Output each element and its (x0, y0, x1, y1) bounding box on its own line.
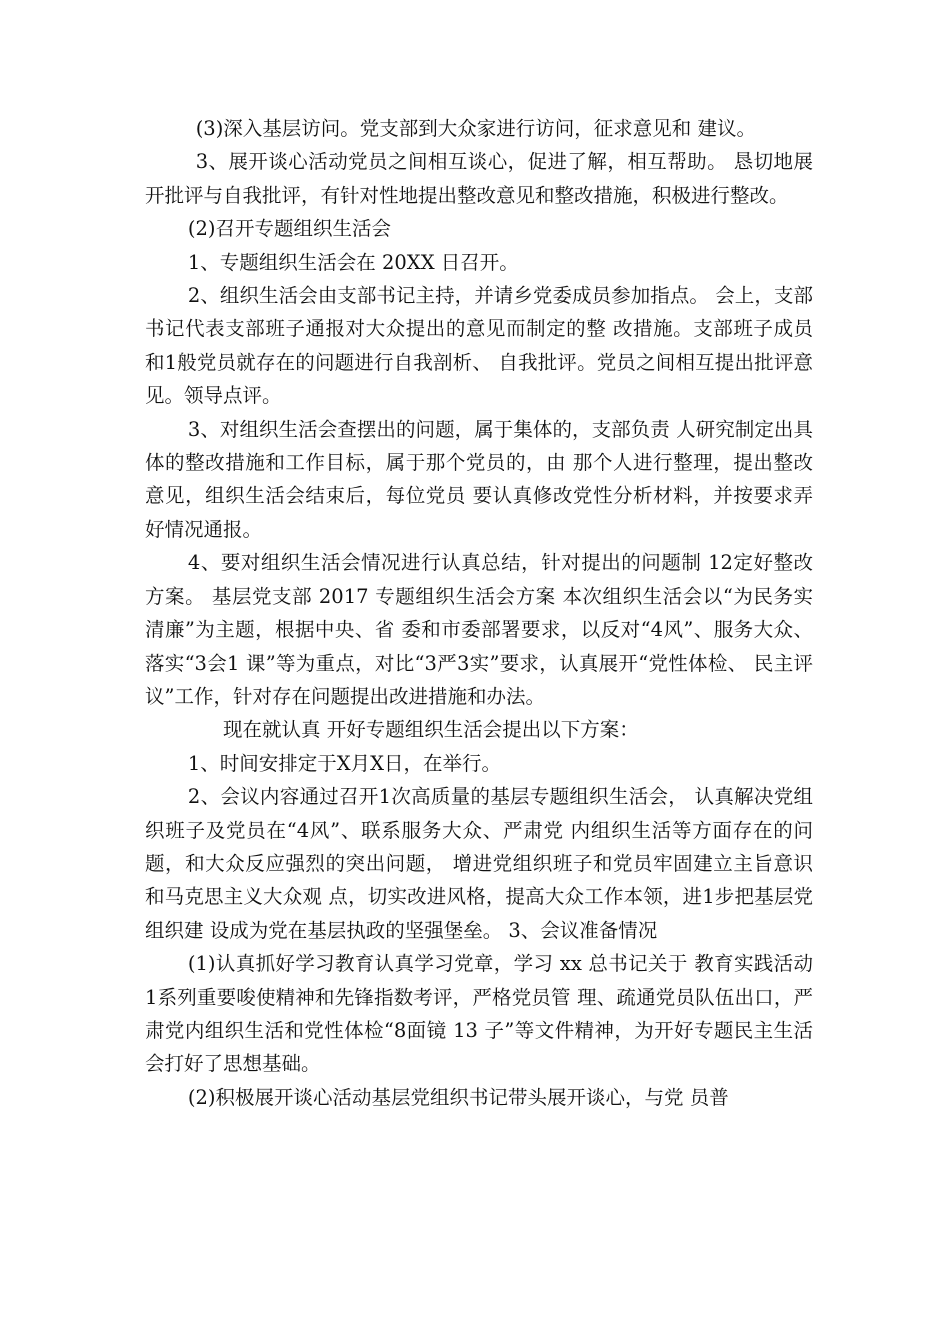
paragraph-talk-activities: (2)积极展开谈心活动基层党组织书记带头展开谈心，与党 员普 (187, 1085, 729, 1109)
paragraph-heart-talk: 3、展开谈心活动党员之间相互谈心，促进了解，相互帮助。 恳切地展开批评与自我批评，有针对性地提出整改意见和整改措施，积极进行整改。 (145, 150, 813, 207)
paragraph-plan-intro: 现在就认真 开好专题组织生活会提出以下方案： (223, 718, 639, 742)
paragraph-visit: (3)深入基层访问。党支部到大众家进行访问，征求意见和 建议。 (195, 117, 757, 140)
document-body (145, 112, 813, 1114)
paragraph-issues: 3、对组织生活会查摆出的问题，属于集体的，支部负责 人研究制定出具体的整改措施和工作目标，属于那个党员的，由 那个人进行整理，提出整改意见，组织生活会结束后，每位党员 要认真修改党性分析材料，并按要求弄好情况通报。 (145, 417, 813, 541)
paragraph-schedule: 1、时间安排定于X月X日，在举行。 (187, 751, 502, 775)
paragraph-summary-plan: 4、要对组织生活会情况进行认真总结，针对提出的问题制 12定好整改方案。 基层党支部 2017 专题组织生活会方案 本次组织生活会以“为民务实清廉”为主题，根据中央、省 委和市委部署要求，以反对“4风”、服务大众、落实“3会1 课”等为重点，对比“3严3实”要求，认真展开“党性体检、 民主评议”工作，针对存在问题提出改进措施和办法。 (145, 551, 813, 708)
paragraph-heading-meeting: (2)召开专题组织生活会 (187, 217, 392, 241)
paragraph-meeting-date: 1、专题组织生活会在 20XX 日召开。 (187, 250, 519, 274)
paragraph-study: (1)认真抓好学习教育认真学习党章，学习 xx 总书记关于 教育实践活动1系列重要唆使精神和先锋指数考评，严格党员管 理、疏通党员队伍出口，严肃党内组织生活和党性体检“8面镜 13 子”等文件精神，为开好专题民主生活会打好了思想基础。 (145, 952, 813, 1076)
paragraph-meeting-host: 2、组织生活会由支部书记主持，并请乡党委成员参加指点。 会上，支部书记代表支部班子通报对大众提出的意见而制定的整 改措施。支部班子成员和1般党员就存在的问题进行自我剖析、 自我批评。党员之间相互提出批评意见。领导点评。 (145, 284, 813, 408)
paragraph-meeting-content: 2、会议内容通过召开1次高质量的基层专题组织生活会， 认真解决党组织班子及党员在“4风”、联系服务大众、严肃党 内组织生活等方面存在的问题，和大众反应强烈的突出问题， 增进党组织班子和党员牢固建立主旨意识和马克思主义大众观 点，切实改进风格，提高大众工作本领，进1步把基层党组织建 设成为党在基层执政的坚强堡垒。 3、会议准备情况 (145, 785, 813, 942)
